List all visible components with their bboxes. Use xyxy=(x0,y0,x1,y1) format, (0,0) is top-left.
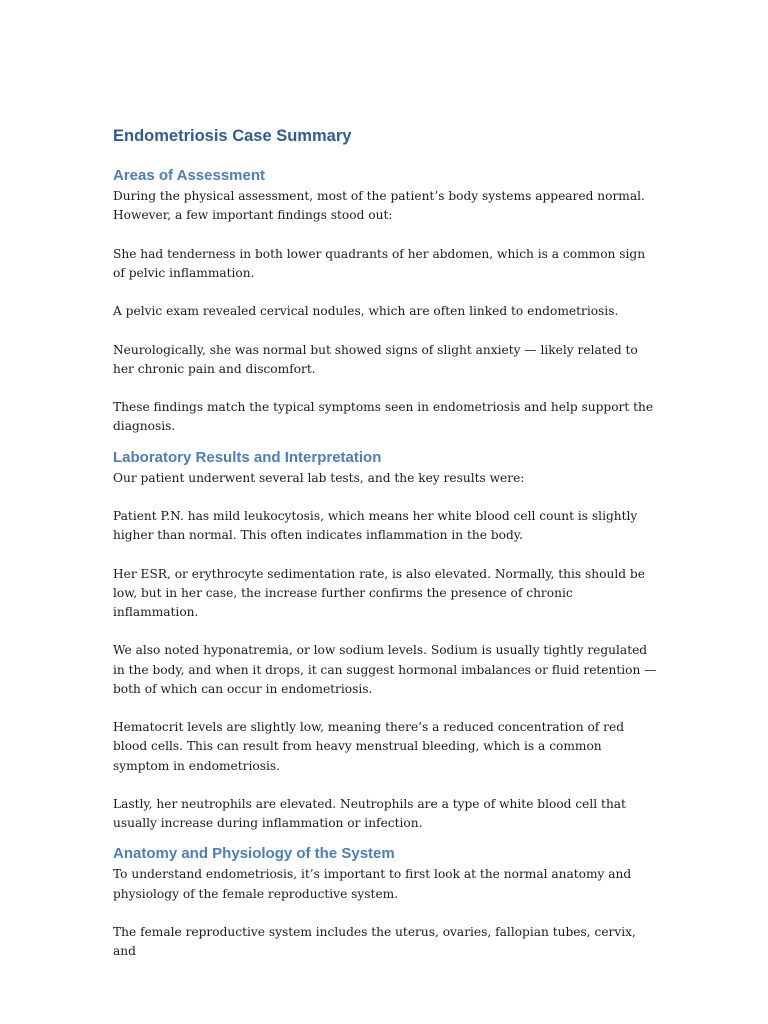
section-heading: Areas of Assessment xyxy=(113,167,266,184)
paragraph: These findings match the typical symptoms seen in endometriosis and help support the diagnosis. xyxy=(113,400,654,434)
paragraph: Patient P.N. has mild leukocytosis, which means her white blood cell count is slightly higher than normal. This often indicates inflammation in the body. xyxy=(113,508,638,543)
paragraph: A pelvic exam revealed cervical nodules, which are often linked to endometriosis. xyxy=(113,304,619,319)
paragraph: Her ESR, or erythrocyte sedimentation rate, is also elevated. Normally, this should be low, but in her case, the increase further confirms the presence of chronic inflammation. xyxy=(113,566,645,619)
paragraph: The female reproductive system includes the uterus, ovaries, fallopian tubes, cervix, and xyxy=(113,924,636,959)
paragraph: Lastly, her neutrophils are elevated. Neutrophils are a type of white blood cell that usually increase during inflammation or infection. xyxy=(113,796,626,831)
section-heading: Laboratory Results and Interpretation xyxy=(113,448,382,466)
document-page xyxy=(113,122,658,981)
section-heading: Anatomy and Physiology of the System xyxy=(113,845,395,863)
document-title: Endometriosis Case Summary xyxy=(113,127,352,145)
paragraph: She had tenderness in both lower quadrants of her abdomen, which is a common sign of pelvic inflammation. xyxy=(113,246,646,280)
paragraph: During the physical assessment, most of the patient’s body systems appeared normal. However, a few important findings stood out: xyxy=(113,189,645,223)
paragraph: To understand endometriosis, it’s important to first look at the normal anatomy and physiology of the female reproductive system. xyxy=(113,867,632,901)
paragraph: Our patient underwent several lab tests, and the key results were: xyxy=(113,470,525,485)
paragraph: We also noted hyponatremia, or low sodium levels. Sodium is usually tightly regulated in the body, and when it drops, it can suggest hormonal imbalances or fluid retention — both of which can occur in endometriosis. xyxy=(113,643,657,696)
section-areas-of-assessment xyxy=(113,165,658,437)
section-anatomy-physiology xyxy=(113,843,658,961)
paragraph: Neurologically, she was normal but showed signs of slight anxiety — likely related to her chronic pain and discomfort. xyxy=(113,342,638,376)
section-laboratory-results xyxy=(113,447,658,834)
paragraph: Hematocrit levels are slightly low, meaning there’s a reduced concentration of red blood cells. This can result from heavy menstrual bleeding, which is a common symptom in endometriosis. xyxy=(113,720,625,773)
